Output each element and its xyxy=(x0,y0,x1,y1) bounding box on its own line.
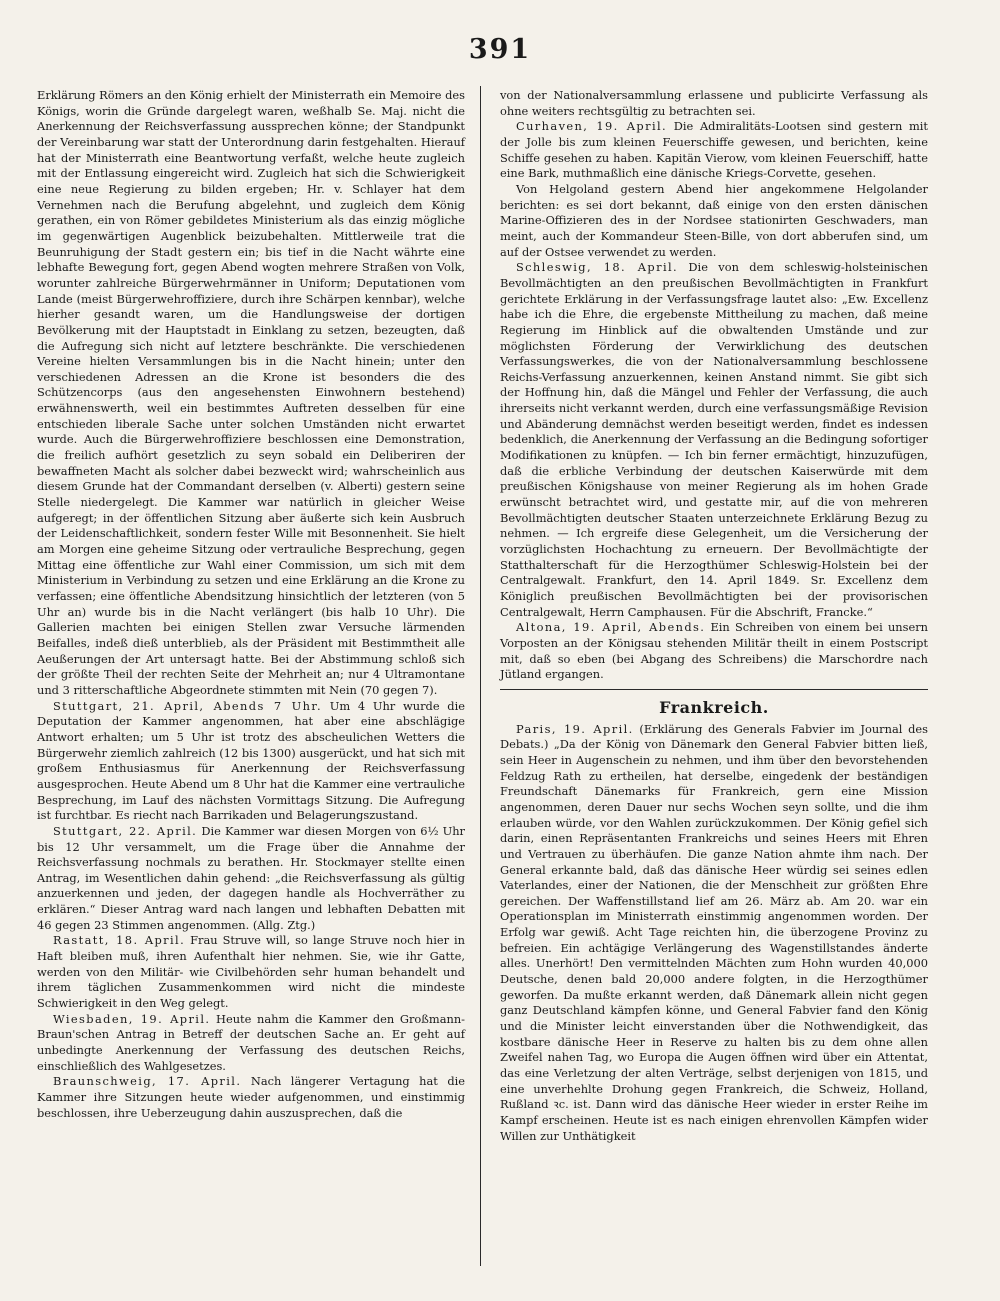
article-paragraph: Schleswig, 18. April. Die von dem schleswig-holsteinischen Bevollmächtigten an den preußischen Bevollmächtigten in Frankfurt gerichtete Erklärung in der Verfassungsfrage lautet also: „Ew. Excellenz habe ich die Ehre, die ergebenste Mittheilung zu machen, daß meine Regierung im Hinblick auf die obwaltenden Umstände und zur möglichsten Förderung der Verwirklichung des deutschen Verfassungswerkes, die von der Nationalversammlung beschlossene Reichs-Verfassung anzuerkennen, keinen Anstand nimmt. Sie gibt sich der Hoffnung hin, daß die Mängel und Fehler der Verfassung, die auch ihrerseits nicht verkannt werden, durch eine verfassungsmäßige Revision und Abänderung demnächst werden beseitigt werden, findet es indessen bedenklich, die Anerkennung der Verfassung an die Bedingung sofortiger Modifikationen zu knüpfen. — Ich bin ferner ermächtigt, hinzuzufügen, daß die erbliche Verbindung der deutschen Kaiserwürde mit dem preußischen Königshause von meiner Regierung als im hohen Grade erwünscht betrachtet wird, und gestatte mir, auf die von mehreren Bevollmächtigten deutscher Staaten unterzeichnete Erklärung Bezug zu nehmen. — Ich ergreife diese Gelegenheit, um die Versicherung der vorzüglichsten Hochachtung zu erneuern. Der Bevollmächtigte der Statthalterschaft für die Herzogthümer Schleswig-Holstein bei der Centralgewalt. Frankfurt, den 14. April 1849. Sr. Excellenz dem Königlich preußischen Bevollmächtigten bei der provisorischen Centralgewalt, Herrn Camphausen. Für die Abschrift, Francke.“ xyxy=(500,260,928,619)
dateline: Altona, 19. April, Abends. xyxy=(515,620,706,635)
section-rule xyxy=(500,689,928,690)
article-paragraph: von der Nationalversammlung erlassene und publicirte Verfassung als ohne weiters rechtsgültig zu betrachten sei. xyxy=(500,88,928,118)
dateline: Wiesbaden, 19. April. xyxy=(52,1011,211,1026)
dateline: Stuttgart, 21. April, Abends 7 Uhr. xyxy=(52,698,322,713)
article-paragraph: Stuttgart, 21. April, Abends 7 Uhr. Um 4 Uhr wurde die Deputation der Kammer angenommen, hat aber eine abschlägige Antwort erhalten; um 5 Uhr ist trotz des abscheulichen Wetters die Bürgerwehr ziemlich zahlreich (12 bis 1300) ausgerückt, und hat sich mit großem Enthusiasmus für Anerkennung der Reichsverfassung ausgesprochen. Heute Abend um 8 Uhr hat die Kammer eine vertrauliche Besprechung, im Lauf des nächsten Vormittags Sitzung. Die Aufregung ist furchtbar. Es riecht nach Barrikaden und Belagerungszustand. xyxy=(37,698,465,823)
left-column xyxy=(37,88,465,1121)
column-divider xyxy=(480,86,481,1266)
article-paragraph: Erklärung Römers an den König erhielt der Ministerrath ein Memoire des Königs, worin die Gründe dargelegt waren, weßhalb Se. Maj. nicht die Anerkennung der Reichsverfassung aussprechen könne; der Standpunkt der Vereinbarung war statt der Unterordnung darin festgehalten. Hierauf hat der Ministerrath eine Beantwortung verfaßt, welche heute zugleich mit der Entlassung eingereicht wird. Zugleich hat sich die Schwierigkeit eine neue Regierung zu bilden ergeben; Hr. v. Schlayer hat dem Vernehmen nach die Berufung abgelehnt, und zugleich dem König gerathen, ein von Römer gebildetes Ministerium als das einzig mögliche im gegenwärtigen Augenblick beizubehalten. Mittlerweile trat die Beunruhigung der Stadt gestern ein; bis tief in die Nacht währte eine lebhafte Bewegung fort, gegen Abend wogten mehrere Straßen von Volk, worunter zahlreiche Bürgerwehrmänner in Uniform; Deputationen vom Lande (meist Bürgerwehroffiziere, durch ihre Schärpen kennbar), welche hierher gesandt waren, um die Handlungsweise der dortigen Bevölkerung mit der Hauptstadt in Einklang zu setzen, bezeugten, daß die Aufregung sich nicht auf letztere beschränkte. Die verschiedenen Vereine hielten Versammlungen bis in die Nacht hinein; unter den verschiedenen Adressen an die Krone ist besonders die des Schützencorps (aus den angesehensten Einwohnern bestehend) erwähnenswerth, weil ein bestimmtes Auftreten desselben für eine entschieden liberale Sache unter solchen Umständen nicht erwartet wurde. Auch die Bürgerwehroffiziere beschlossen eine Demonstration, die freilich aufhört gesetzlich zu seyn sobald ein Deliberiren der bewaffneten Macht als solcher dabei bezweckt wird; wahrscheinlich aus diesem Grunde hat der Commandant derselben (v. Alberti) gestern seine Stelle niedergelegt. Die Kammer war natürlich in gleicher Weise aufgeregt; in der öffentlichen Sitzung aber äußerte sich kein Ausbruch der Leidenschaftlichkeit, sondern fester Wille mit Besonnenheit. Sie hielt am Morgen eine geheime Sitzung oder vertrauliche Besprechung, gegen Mittag eine öffentliche zur Wahl einer Commission, um sich mit dem Ministerium in Verbindung zu setzen und eine Erklärung an die Krone zu verfassen; eine öffentliche Abendsitzung hinsichtlich der letzteren (von 5 Uhr an) wurde bis in die Nacht verlängert (bis halb 10 Uhr). Die Gallerien machten bei einigen Stellen zwar Versuche lärmenden Beifalles, indeß dieß unterblieb, als der Präsident mit Bestimmtheit alle Aeußerungen der Art untersagt hatte. Bei der Abstimmung schloß sich der größte Theil der rechten Seite der Mehrheit an; nur 4 Ultramontane und 3 ritterschaftliche Abgeordnete stimmten mit Nein (70 gegen 7). xyxy=(37,88,465,697)
dateline: Braunschweig, 17. April. xyxy=(52,1074,242,1089)
article-paragraph: Braunschweig, 17. April. Nach längerer Vertagung hat die Kammer ihre Sitzungen heute wieder aufgenommen, und einstimmig beschlossen, ihre Ueberzeugung dahin auszusprechen, daß die xyxy=(37,1074,466,1120)
article-paragraph: Rastatt, 18. April. Frau Struve will, so lange Struve noch hier in Haft bleiben muß, ihren Aufenthalt hier nehmen. Sie, wie ihr Gatte, werden von den Militär- wie Civilbehörden sehr human behandelt und ihrem täglichen Zusammenkommen wird nicht die mindeste Schwierigkeit in den Weg gelegt. xyxy=(37,933,465,1011)
dateline: Paris, 19. April. xyxy=(515,721,634,736)
section-heading: Frankreich. xyxy=(659,697,769,717)
article-paragraph: Altona, 19. April, Abends. Ein Schreiben von einem bei unsern Vorposten an der Königsau stehenden Militär theilt in einem Postscript mit, daß so eben (bei Abgang des Schreibens) die Marschordre nach Jütland ergangen. xyxy=(500,620,928,682)
dateline: Schleswig, 18. April. xyxy=(515,260,679,275)
dateline: Curhaven, 19. April. xyxy=(515,119,668,134)
article-paragraph: Von Helgoland gestern Abend hier angekommene Helgolander berichten: es sei dort bekannt, daß einige von den ersten dänischen Marine-Offizieren des in der Nordsee stationirten Geschwaders, man meint, auch der Kommandeur Steen-Bille, von dort abberufen sind, um auf der Ostsee verwendet zu werden. xyxy=(500,181,928,259)
page-number: 391 xyxy=(468,34,532,65)
article-paragraph: Curhaven, 19. April. Die Admiralitäts-Lootsen sind gestern mit der Jolle bis zum kleinen Feuerschiffe gewesen, und berichten, keine Schiffe gesehen zu haben. Kapitän Vierow, vom kleinen Feuerschiff, hatte eine Bark, muthmaßlich eine dänische Kriegs-Corvette, gesehen. xyxy=(500,119,928,181)
dateline: Rastatt, 18. April. xyxy=(52,933,186,948)
article-paragraph: Wiesbaden, 19. April. Heute nahm die Kammer den Großmann-Braun'schen Antrag in Betreff der deutschen Sache an. Er geht auf unbedingte Anerkennung der Verfassung des deutschen Reichs, einschließlich des Wahlgesetzes. xyxy=(37,1011,466,1073)
article-paragraph: Stuttgart, 22. April. Die Kammer war diesen Morgen von 6½ Uhr bis 12 Uhr versammelt, um die Frage über die Annahme der Reichsverfassung nochmals zu berathen. Hr. Stockmayer stellte einen Antrag, im Wesentlichen dahin gehend: „die Reichsverfassung als gültig anzuerkennen und jeden, der dagegen handle als Hochverräther zu erklären.“ Dieser Antrag ward nach langen und lebhaften Debatten mit 46 gegen 23 Stimmen angenommen. (Allg. Ztg.) xyxy=(37,823,465,932)
dateline: Stuttgart, 22. April. xyxy=(52,823,198,838)
right-column xyxy=(500,88,928,1144)
article-paragraph: Paris, 19. April. (Erklärung des Generals Fabvier im Journal des Debats.) „Da der König von Dänemark den General Fabvier bitten ließ, sein Heer in Augenschein zu nehmen, und ihm über den bevorstehenden Feldzug Rath zu ertheilen, hat derselbe, eingedenk der beständigen Freundschaft Dänemarks für Frankreich, gern eine Mission angenommen, deren Dauer nur sechs Wochen seyn sollte, und die ihm erlauben würde, vor den Wahlen zurückzukommen. Der König gefiel sich darin, einen Repräsentanten Frankreichs und seines Heers mit Ehren und Vertrauen zu überhäufen. Die ganze Nation ahmte ihm nach. Der General erkannte bald, daß das dänische Heer würdig sei seines edlen Vaterlandes, einer der Nationen, die der Menschheit zur größten Ehre gereichen. Der Waffenstillstand lief am 26. März ab. Am 20. war ein Operationsplan im Ministerrath einstimmig angenommen worden. Der Erfolg war gewiß. Acht Tage reichten hin, die überzogene Provinz zu befreien. Ein achtägige Verlängerung des Wagenstillstandes änderte alles. Unerhört! Den vermittelnden Mächten zum Hohn wurden 40,000 Deutsche, denen bald 20,000 andere folgten, in die Herzogthümer geworfen. Da mußte erkannt werden, daß Dänemark allein nicht gegen ganz Deutschland kämpfen könne, und General Fabvier fand den König und die Minister leicht einverstanden über die Nothwendigkeit, das kostbare dänische Heer in Reserve zu halten bis zu dem ohne allen Zweifel nahen Tag, wo Europa die Augen öffnen wird über ein Attentat, das eine Verletzung der alten Verträge, selbst derjenigen von 1815, und eine unverhehlte Drohung gegen Frankreich, die Schweiz, Holland, Rußland ꝛc. ist. Dann wird das dänische Heer wieder in erster Reihe im Kampf erscheinen. Heute ist es nach einigen ehrenvollen Kämpfen wider Willen zur Unthätigkeit xyxy=(500,721,929,1143)
